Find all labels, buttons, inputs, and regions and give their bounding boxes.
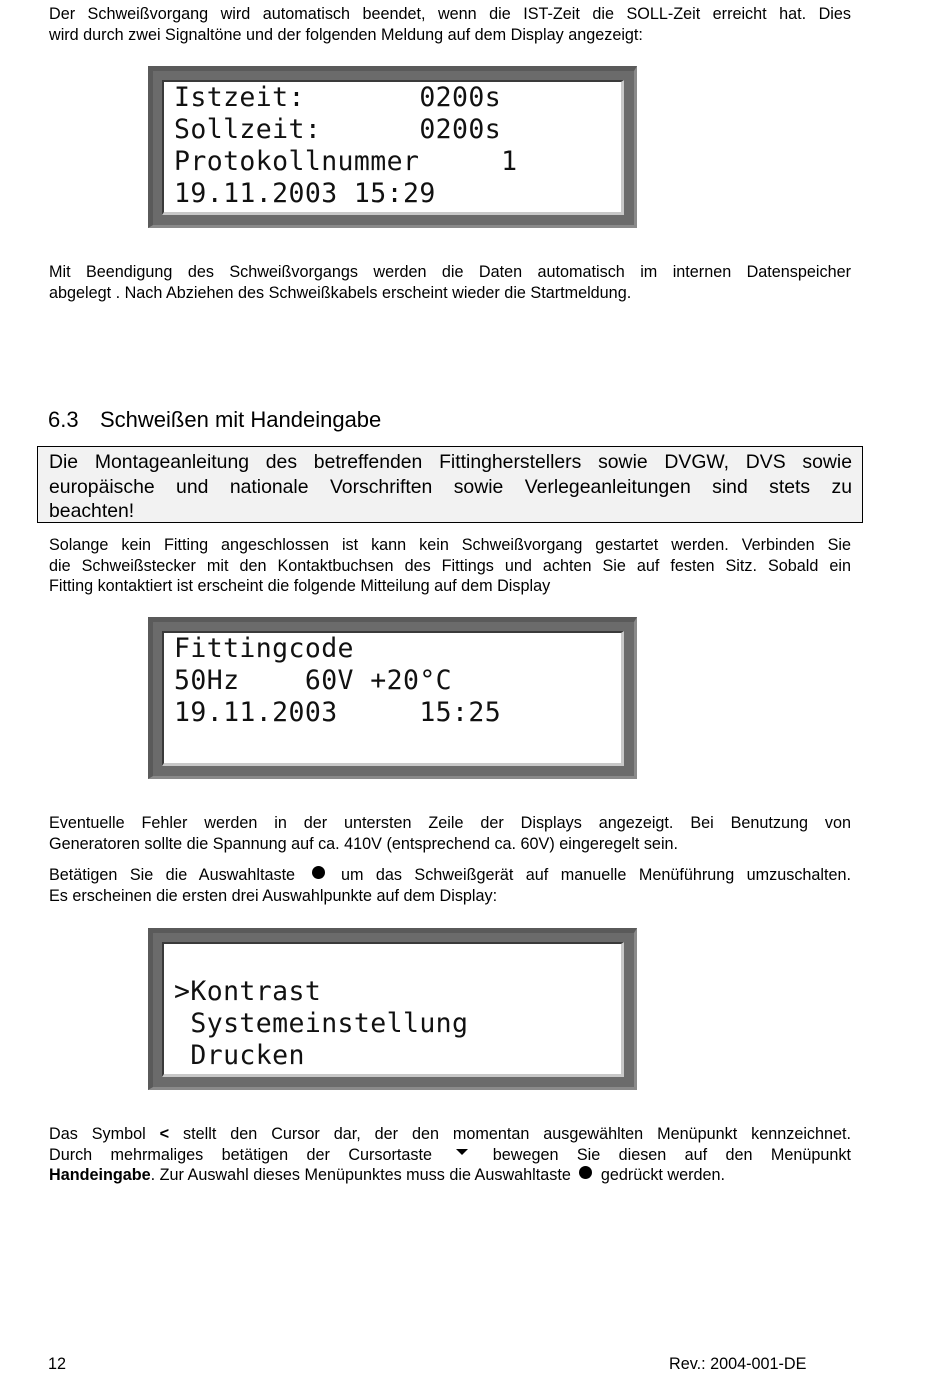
select-line-2: Es erscheinen die ersten drei Auswahlpunkte auf dem Display:	[49, 886, 498, 905]
error-line-2: Generatoren sollte die Spannung auf ca. 410V (entsprechend ca. 60V) eingeregelt sein.	[49, 834, 679, 853]
storage-line-1: Mit Beendigung des Schweißvorgangs werden die Daten automatisch im internen Datenspeicher	[49, 263, 851, 281]
notice-line-1: Die Montageanleitung des betreffenden Fittingherstellers sowie DVGW, DVS sowie	[49, 451, 852, 473]
select-line-1-after: um das Schweißgerät auf manuelle Menüführung umzuschalten.	[340, 866, 852, 884]
data-storage-paragraph	[49, 262, 851, 303]
storage-line-2: abgelegt . Nach Abziehen des Schweißkabels erscheint wieder die Startmeldung.	[49, 283, 632, 302]
cursor-line-2	[49, 1145, 851, 1166]
cursor-line-3-middle: . Zur Auswahl dieses Menüpunktes muss die Auswahltaste	[150, 1166, 571, 1184]
intro-paragraph	[49, 4, 851, 45]
error-line-1: Eventuelle Fehler werden in der untersten Zeile der Displays angezeigt. Bei Benutzung von	[49, 814, 851, 832]
intro-line-2: wird durch zwei Signaltöne und der folgenden Meldung auf dem Display angezeigt:	[49, 25, 643, 44]
cursor-line-1-after: stellt den Cursor dar, der den momentan ausgewählten Menüpunkt kennzeichnet.	[183, 1125, 852, 1143]
cursor-line-2-before: Durch mehrmaliges betätigen der Cursortaste	[49, 1145, 432, 1164]
select-button-icon	[579, 1166, 592, 1179]
cursor-line-1	[49, 1124, 851, 1145]
lcd-display-fittingcode	[148, 617, 637, 779]
select-line-1	[49, 865, 851, 886]
lcd-line: Istzeit: 0200s	[174, 82, 502, 113]
notice-line-3: beachten!	[49, 500, 135, 522]
notice-box	[37, 446, 863, 523]
lcd-screen	[162, 80, 624, 215]
fitting-line-2: die Schweißstecker mit den Kontaktbuchsen des Fittings und achten Sie auf festen Sitz. Sobald ein	[49, 556, 851, 575]
cursor-line-2-after: bewegen Sie diesen auf den Menüpunkt	[492, 1145, 852, 1164]
lcd-line: 50Hz 60V +20°C	[174, 665, 453, 696]
cursor-down-arrow-icon	[456, 1149, 468, 1155]
cursor-line-1-before: Das Symbol	[49, 1125, 146, 1143]
notice-text	[49, 450, 852, 524]
lcd-line: Drucken	[174, 1040, 305, 1071]
lcd-screen	[162, 942, 624, 1077]
lcd-screen	[162, 631, 624, 766]
notice-line-2: europäische und nationale Vorschriften sowie Verlegeanleitungen sind stets zu	[49, 475, 852, 498]
lcd-line: Protokollnummer 1	[174, 146, 518, 177]
lcd-display-weld-complete	[148, 66, 637, 228]
page-number: 12	[48, 1355, 67, 1373]
fitting-line-3: Fitting kontaktiert ist erscheint die folgende Mitteilung auf dem Display	[49, 577, 551, 595]
select-paragraph	[49, 865, 851, 906]
lcd-line: 19.11.2003 15:25	[174, 697, 502, 728]
lcd-line: Sollzeit: 0200s	[174, 114, 502, 145]
cursor-line-3-after: gedrückt werden.	[600, 1166, 726, 1184]
error-paragraph	[49, 813, 851, 854]
select-line-1-before: Betätigen Sie die Auswahltaste	[49, 866, 296, 884]
cursor-line-3	[49, 1165, 851, 1186]
lcd-line: Systemeinstellung	[174, 1008, 469, 1039]
section-title: Schweißen mit Handeingabe	[100, 407, 382, 432]
lcd-line: Fittingcode	[174, 633, 354, 664]
lcd-display-menu	[148, 928, 637, 1090]
handeingabe-term: Handeingabe	[49, 1166, 151, 1184]
section-number: 6.3	[48, 407, 79, 432]
revision-label: Rev.: 2004-001-DE	[669, 1355, 807, 1373]
lcd-line: 19.11.2003 15:29	[174, 178, 436, 209]
cursor-paragraph	[49, 1124, 851, 1186]
lcd-line: >Kontrast	[174, 976, 322, 1007]
select-button-icon	[312, 866, 325, 879]
section-heading	[48, 405, 381, 435]
cursor-symbol: <	[159, 1125, 170, 1143]
intro-line-1: Der Schweißvorgang wird automatisch beendet, wenn die IST-Zeit die SOLL-Zeit erreicht hat. Dies	[49, 5, 851, 23]
fitting-paragraph	[49, 535, 851, 597]
fitting-line-1: Solange kein Fitting angeschlossen ist kann kein Schweißvorgang gestartet werden. Verbinden Sie	[49, 536, 851, 554]
